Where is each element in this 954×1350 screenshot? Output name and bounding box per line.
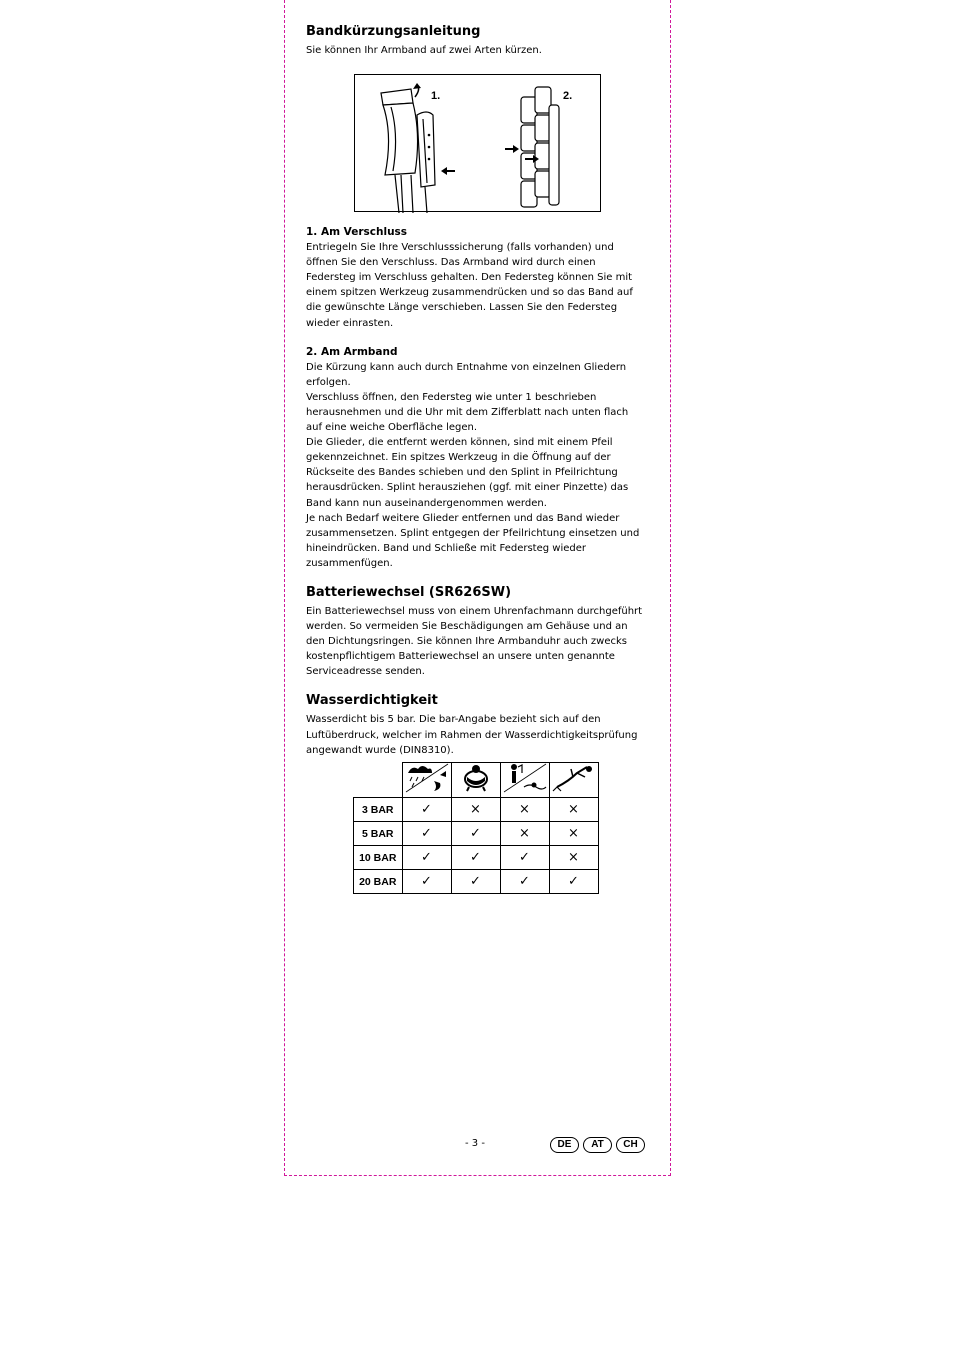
bath-icon [451, 763, 500, 798]
figure-label-1: 1. [431, 90, 441, 102]
band-paragraph: Verschluss öffnen, den Federsteg wie unter 1 beschrieben herausnehmen und die Uhr mit dem Zifferblatt nach unten flach auf eine weiche Oberfläche legen. [306, 391, 629, 434]
mark-cell: × [549, 798, 598, 822]
band-shortening-figure [354, 74, 601, 212]
subsection-band [306, 345, 646, 571]
table-corner [354, 763, 403, 798]
mark-cell: ✓ [549, 870, 598, 894]
section-title-shortening: Bandkürzungsanleitung [306, 24, 481, 39]
subsection-clasp [306, 225, 646, 331]
country-badges [550, 1137, 645, 1153]
shower-swim-icon [500, 763, 549, 798]
mark-cell: ✓ [451, 822, 500, 846]
section-battery [306, 585, 646, 679]
water-text: Wasserdicht bis 5 bar. Die bar-Angabe bezieht sich auf den Luftüberdruck, welcher im Rahmen der Wasserdichtigkeitsprüfung angewandt wurde (DIN8310). [306, 714, 638, 756]
mark-cell: × [549, 846, 598, 870]
bar-label: 10 BAR [354, 846, 403, 870]
mark-cell: ✓ [402, 798, 451, 822]
bar-label: 20 BAR [354, 870, 403, 894]
mark-cell: ✓ [451, 846, 500, 870]
section-title-water: Wasserdichtigkeit [306, 693, 438, 709]
page-number: - 3 - [465, 1138, 485, 1149]
mark-cell: ✓ [451, 870, 500, 894]
clasp-text: Entriegeln Sie Ihre Verschlusssicherung (falls vorhanden) und öffnen Sie den Verschluss. Das Armband wird durch einen Federsteg im Verschluss gehalten. Den Federsteg können Sie mit einem spitzen Werkzeug zusammendrücken und so das Band auf die gewünschte Länge verschieben. Lassen Sie den Federsteg wieder einrasten. [306, 242, 633, 329]
battery-text: Ein Batteriewechsel muss von einem Uhrenfachmann durchgeführt werden. So vermeiden Sie Beschädigungen am Gehäuse und an den Dichtungsringen. Sie können Ihre Armbanduhr auch zwecks kostenpflichtigem Batteriewechsel an unsere unten genannte Serviceadresse senden. [306, 605, 643, 678]
country-badge-at: AT [583, 1137, 612, 1153]
water-resistance-table [353, 762, 599, 894]
mark-cell: × [500, 798, 549, 822]
section-shortening [306, 24, 646, 58]
mark-cell: ✓ [402, 846, 451, 870]
mark-cell: ✓ [402, 870, 451, 894]
mark-cell: ✓ [500, 870, 549, 894]
shortening-intro: Sie können Ihr Armband auf zwei Arten kürzen. [306, 45, 542, 56]
table-header-row [354, 763, 599, 798]
mark-cell: × [500, 822, 549, 846]
mark-cell: ✓ [402, 822, 451, 846]
band-paragraph: Je nach Bedarf weitere Glieder entfernen und das Band wieder zusammensetzen. Splint entgegen der Pfeilrichtung einsetzen und hineindrücken. Band und Schließe mit Federsteg wieder zusammenfügen. [306, 512, 640, 569]
table-row [354, 846, 599, 870]
country-badge-de: DE [550, 1137, 579, 1153]
dive-icon [549, 763, 598, 798]
table-row [354, 798, 599, 822]
subsection-title-band: 2. Am Armband [306, 345, 398, 358]
mark-cell: × [549, 822, 598, 846]
table-row [354, 822, 599, 846]
section-water [306, 693, 646, 757]
rain-splash-icon [402, 763, 451, 798]
bar-label: 3 BAR [354, 798, 403, 822]
country-badge-ch: CH [616, 1137, 645, 1153]
mark-cell: ✓ [500, 846, 549, 870]
figure-label-2: 2. [563, 90, 573, 102]
band-paragraph: Die Kürzung kann auch durch Entnahme von einzelnen Gliedern erfolgen. [306, 361, 627, 388]
band-illustration [355, 75, 602, 213]
bar-label: 5 BAR [354, 822, 403, 846]
mark-cell: × [451, 798, 500, 822]
section-title-battery: Batteriewechsel (SR626SW) [306, 584, 512, 600]
band-paragraph: Die Glieder, die entfernt werden können, sind mit einem Pfeil gekennzeichnet. Ein spitzes Werkzeug in die Öffnung auf der Rückseite des Bandes schieben und den Splint in Pfeilrichtung herausdrücken. Splint herausziehen (ggf. mit einer Pinzette) das Band kann nun auseinandergenommen werden. [306, 437, 629, 509]
subsection-title-clasp: 1. Am Verschluss [306, 226, 408, 239]
table-row [354, 870, 599, 894]
